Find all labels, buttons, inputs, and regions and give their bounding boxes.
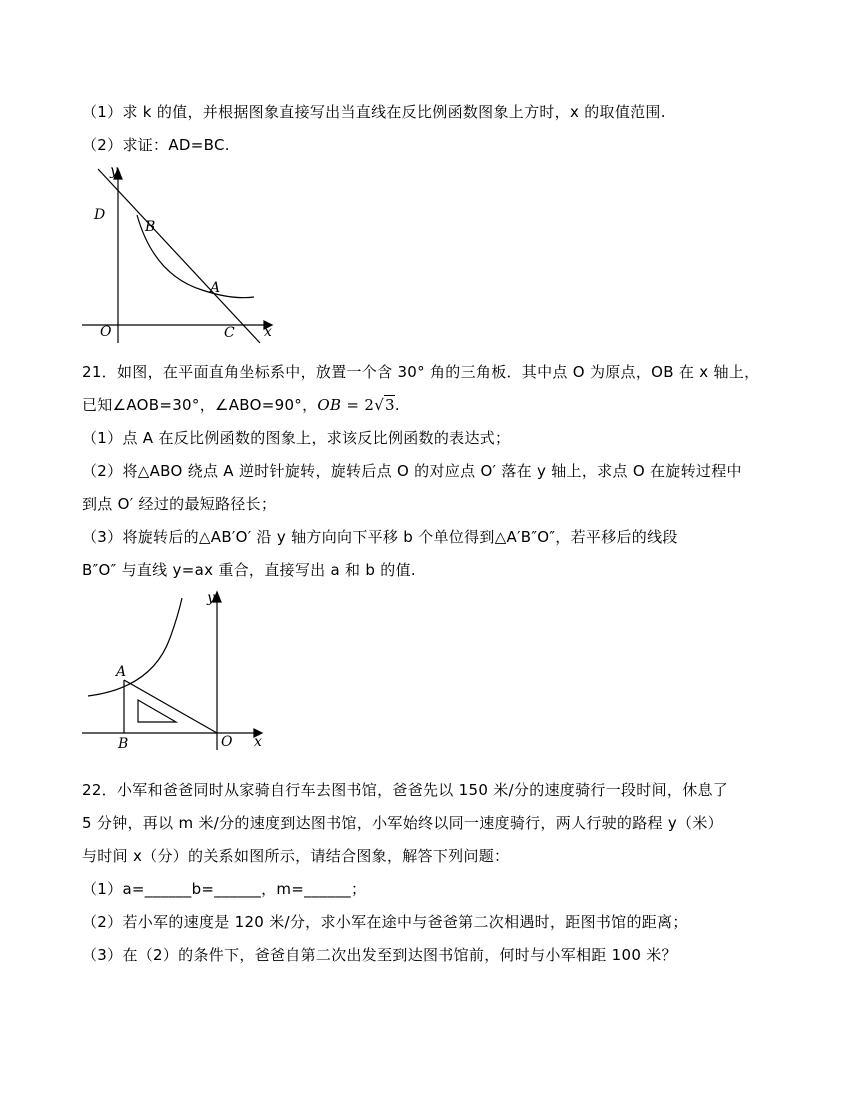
q22-part1: （1）a=______b=______，m=______；: [82, 880, 367, 898]
q22-stem-line1: 22．小军和爸爸同时从家骑自行车去图书馆，爸爸先以 150 米/分的速度骑行一段时间，休息了: [82, 781, 729, 799]
label-x: x: [254, 734, 262, 750]
q21-stem-line2: 已知∠AOB=30°，∠ABO=90°，OB = 2√3.: [82, 396, 400, 414]
label-d: D: [94, 207, 106, 223]
q21-part1: （1）点 A 在反比例函数的图象上，求该反比例函数的表达式；: [82, 429, 511, 447]
inner-triangle: [138, 700, 176, 722]
line-dc: [98, 169, 260, 343]
q20-part2: （2）求证：AD=BC.: [82, 136, 230, 154]
label-b: B: [145, 219, 156, 235]
q21-part3-line1: （3）将旋转后的△AB′O′ 沿 y 轴方向向下平移 b 个单位得到△A′B″O″，若平移后的线段: [82, 528, 678, 546]
q22-stem-line3: 与时间 x（分）的关系如图所示，请结合图象，解答下列问题：: [82, 847, 510, 865]
hyperbola: [88, 598, 182, 696]
sqrt-sign: √: [374, 396, 385, 414]
q22-part2: （2）若小军的速度是 120 米/分，求小军在途中与爸爸第二次相遇时，距图书馆的距离；: [82, 913, 688, 931]
label-b: B: [118, 736, 129, 752]
label-x: x: [264, 324, 272, 340]
q21-part2-line1: （2）将△ABO 绕点 A 逆时针旋转，旋转后点 O 的对应点 O′ 落在 y 轴上，求点 O 在旋转过程中: [82, 462, 742, 480]
q22-stem-line2: 5 分钟，再以 m 米/分的速度到达图书馆，小军始终以同一速度骑行，两人行驶的路程 y（米）: [82, 814, 723, 832]
label-y: y: [207, 590, 215, 606]
label-a: A: [116, 664, 127, 680]
label-c: C: [224, 325, 235, 341]
figure-2: [82, 588, 272, 758]
figure-1: [82, 165, 282, 345]
label-o: O: [100, 324, 112, 340]
q21-part3-line2: B″O″ 与直线 y=ax 重合，直接写出 a 和 b 的值.: [82, 561, 416, 579]
q22-part3: （3）在（2）的条件下，爸爸自第二次出发至到达图书馆前，何时与小军相距 100 米？: [82, 946, 677, 964]
q20-part1: （1）求 k 的值，并根据图象直接写出当直线在反比例函数图象上方时，x 的取值范围.: [82, 103, 666, 121]
label-a: A: [210, 280, 221, 296]
label-o: O: [221, 734, 233, 750]
q21-stem-line1: 21．如图，在平面直角坐标系中，放置一个含 30° 角的三角板．其中点 O 为原点，OB 在 x 轴上，: [82, 363, 760, 381]
label-y: y: [110, 165, 118, 179]
q21-part2-line2: 到点 O′ 经过的最短路径长；: [82, 495, 277, 513]
